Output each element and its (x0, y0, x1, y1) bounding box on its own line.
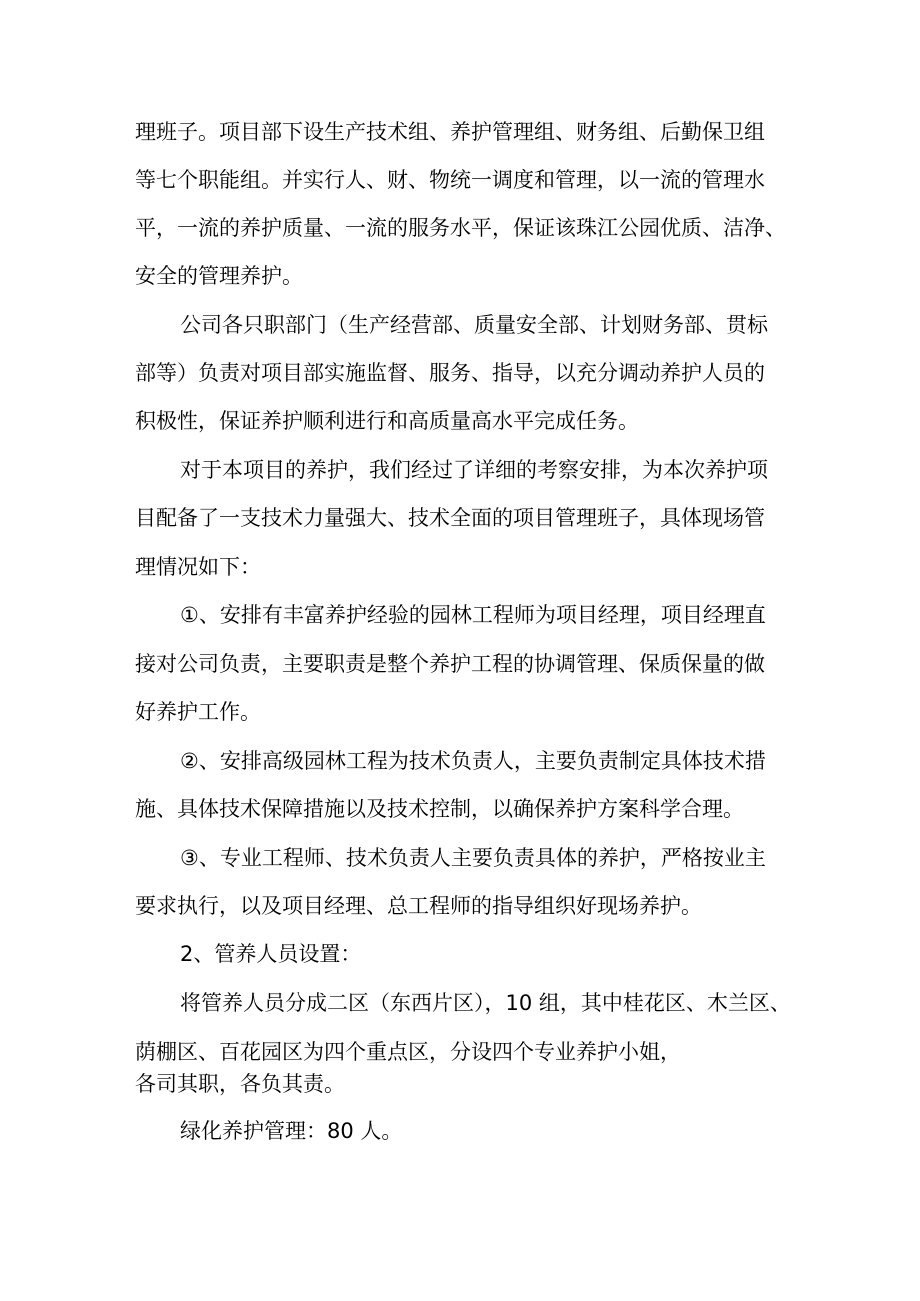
text-line: 积极性，保证养护顺利进行和高质量高水平完成任务。 (135, 409, 639, 433)
text-line: 好养护工作。 (135, 700, 261, 724)
text-line: 公司各只职部门（生产经营部、质量安全部、计划财务部、贯标 (180, 313, 768, 337)
text-line: 理情况如下： (135, 555, 261, 579)
text-line: 将管养人员分成二区（东西片区），10 组，其中桂花区、木兰区、 (180, 991, 791, 1015)
text-line: 目配备了一支技术力量强大、技术全面的项目管理班子，具体现场管 (135, 506, 765, 530)
text-line: 部等）负责对项目部实施监督、服务、指导，以充分调动养护人员的 (135, 361, 765, 385)
text-line: ①、安排有丰富养护经验的园林工程师为项目经理，项目经理直 (180, 603, 766, 627)
text-line: 2、管养人员设置： (180, 942, 362, 966)
text-line: 各司其职，各负其责。 (135, 1072, 345, 1096)
text-line: 要求执行，以及项目经理、总工程师的指导组织好现场养护。 (135, 894, 702, 918)
text-line: 荫棚区、百花园区为四个重点区，分设四个专业养护小姐， (135, 1040, 681, 1064)
text-line: 理班子。项目部下设生产技术组、养护管理组、财务组、后勤保卫组 (135, 120, 765, 144)
text-line: ②、安排高级园林工程为技术负责人，主要负责制定具体技术措 (180, 749, 766, 773)
text-line: 接对公司负责，主要职责是整个养护工程的协调管理、保质保量的做 (135, 652, 765, 676)
text-line: 对于本项目的养护，我们经过了详细的考察安排，为本次养护项 (180, 458, 768, 482)
text-line: 平，一流的养护质量、一流的服务水平，保证该珠江公园优质、洁净、 (135, 216, 786, 240)
text-line: 等七个职能组。并实行人、财、物统一调度和管理，以一流的管理水 (135, 168, 765, 192)
text-line: 施、具体技术保障措施以及技术控制，以确保养护方案科学合理。 (135, 797, 744, 821)
text-line: 绿化养护管理：80 人。 (180, 1119, 403, 1143)
text-line: 安全的管理养护。 (135, 264, 303, 288)
text-line: ③、专业工程师、技术负责人主要负责具体的养护，严格按业主 (180, 846, 766, 870)
